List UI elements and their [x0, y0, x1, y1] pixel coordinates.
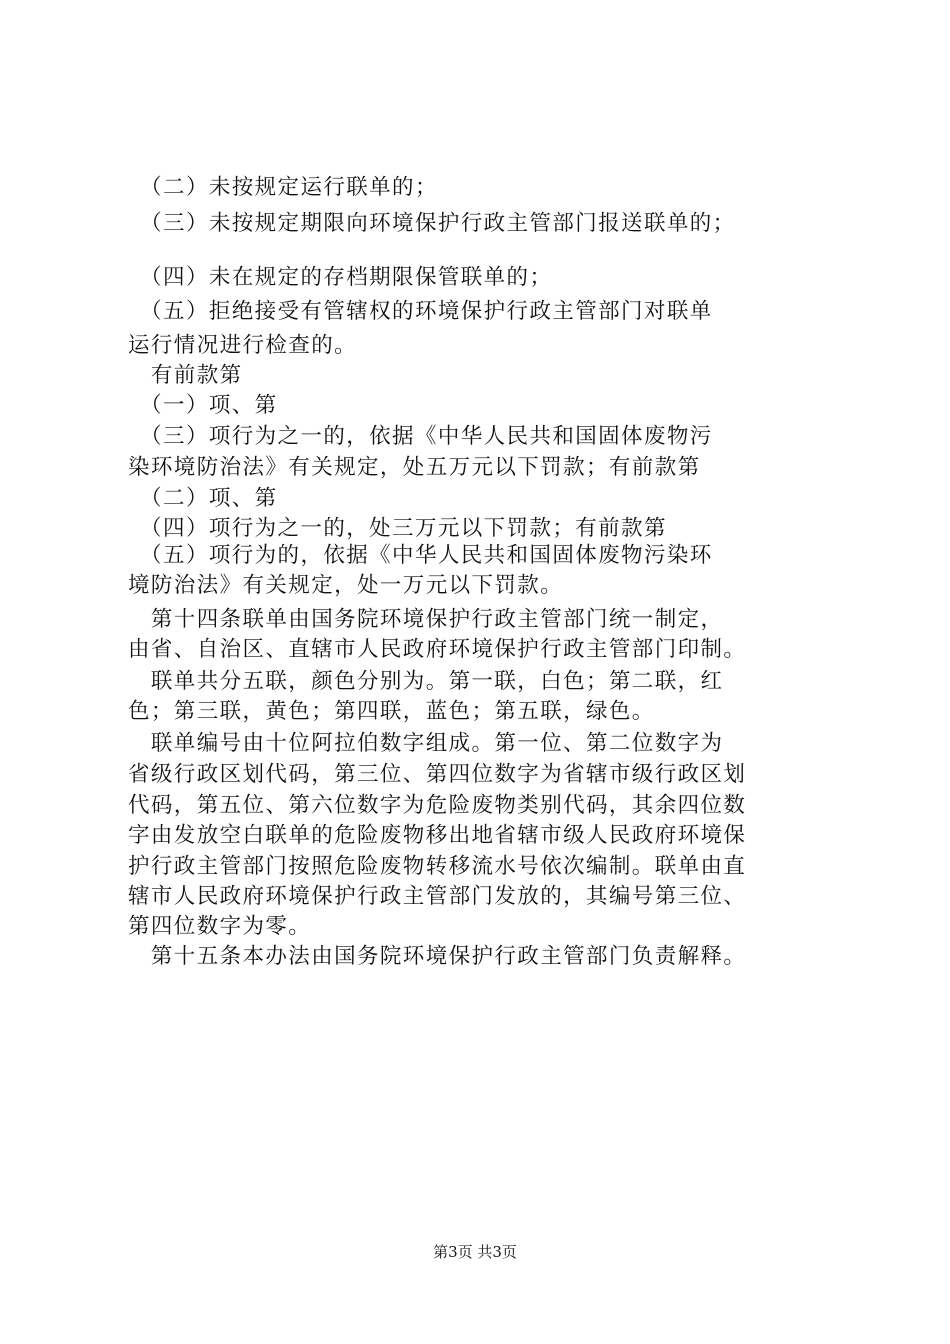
text-line: （三）项行为之一的，依据《中华人民共和国固体废物污	[128, 424, 713, 449]
text-line: 第十五条本办法由国务院环境保护行政主管部门负责解释。	[128, 944, 747, 969]
text-line: 联单共分五联，颜色分别为。第一联，白色；第二联，红	[128, 669, 724, 694]
text-line: 第四位数字为零。	[128, 914, 312, 939]
text-line: 字由发放空白联单的危险废物移出地省辖市级人民政府环境保	[128, 823, 747, 848]
text-line: （四）未在规定的存档期限保管联单的；	[128, 265, 553, 290]
text-line: 护行政主管部门按照危险废物转移流水号依次编制。联单由直	[128, 854, 747, 879]
text-line: 运行情况进行检查的。	[128, 333, 358, 358]
text-line: 色；第三联，黄色；第四联，蓝色；第五联，绿色。	[128, 699, 655, 724]
text-line: 辖市人民政府环境保护行政主管部门发放的，其编号第三位、	[128, 884, 747, 909]
text-line: 有前款第	[128, 363, 243, 388]
text-line: 省级行政区划代码，第三位、第四位数字为省辖市级行政区划	[128, 762, 747, 787]
text-line: 境防治法》有关规定，处一万元以下罚款。	[128, 573, 564, 598]
text-line: （五）拒绝接受有管辖权的环境保护行政主管部门对联单	[128, 299, 713, 324]
text-line: （四）项行为之一的，处三万元以下罚款；有前款第	[128, 516, 667, 541]
text-line: 染环境防治法》有关规定，处五万元以下罚款；有前款第	[128, 455, 701, 480]
text-line: 第十四条联单由国务院环境保护行政主管部门统一制定，	[128, 607, 724, 632]
text-line: 联单编号由十位阿拉伯数字组成。第一位、第二位数字为	[128, 731, 724, 756]
text-line: （二）未按规定运行联单的；	[128, 175, 438, 200]
text-line: 代码，第五位、第六位数字为危险废物类别代码，其余四位数	[128, 793, 747, 818]
text-line: （二）项、第	[128, 486, 278, 511]
text-line: （一）项、第	[128, 393, 278, 418]
text-line: （五）项行为的，依据《中华人民共和国固体废物污染环	[128, 543, 713, 568]
text-line: 由省、自治区、直辖市人民政府环境保护行政主管部门印制。	[128, 637, 747, 662]
text-line: （三）未按规定期限向环境保护行政主管部门报送联单的；	[128, 211, 736, 236]
page-footer: 第3页 共3页	[433, 1243, 517, 1261]
